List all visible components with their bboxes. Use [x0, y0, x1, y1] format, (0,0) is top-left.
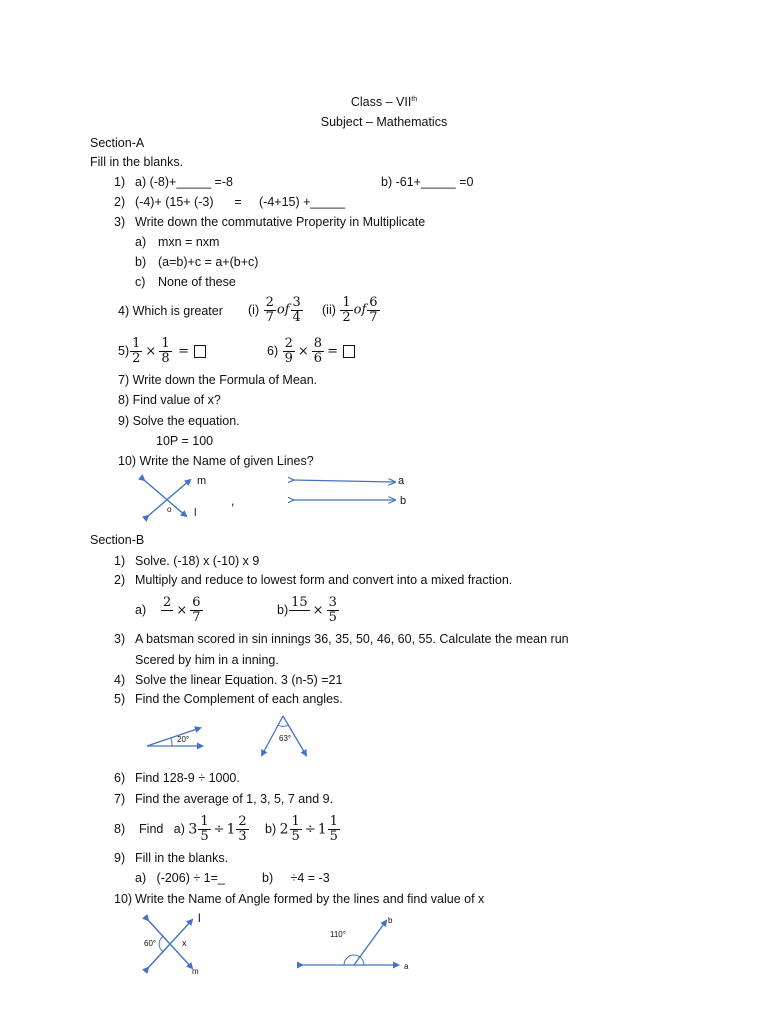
fraction: $\frac{1}{2}$ [132, 336, 141, 367]
answer-box [343, 345, 355, 358]
q-a3-text: Write down the commutative Properity in Multiplicate [135, 215, 426, 229]
label-m: m [197, 475, 207, 487]
q-a3-option-letter: b) [135, 255, 147, 269]
q-a3-option-letter: c) [135, 275, 146, 289]
q-b3-line1: A batsman scored in sin innings 36, 35, 50, 46, 60, 55. Calculate the mean run [135, 632, 569, 646]
section-a-instruction: Fill in the blanks. [90, 155, 184, 169]
q-b2-text: Multiply and reduce to lowest form and convert into a mixed fraction. [135, 573, 513, 587]
q-a6: 6) $\frac{2}{9}$ × $\frac{8}{6}$ = [267, 333, 355, 370]
q-b9-number: 9) [114, 851, 126, 865]
q-b9-part-b: b) ÷4 = -3 [262, 871, 330, 885]
q-a9-text: 9) Solve the equation. [118, 414, 240, 428]
q-b9-text: Fill in the blanks. [135, 851, 229, 865]
q-a3-option-letter: a) [135, 235, 147, 249]
subject-heading: Subject – Mathematics [320, 115, 448, 129]
q-b8-part-b: b) 2 $\frac{1}{5}$ ÷ 1 $\frac{1}{5}$ [265, 814, 338, 845]
fraction: $\frac{1}{5}$ [291, 814, 300, 845]
fraction: $\frac{6}{7}$ [192, 595, 201, 626]
q-b10-number: 10) [114, 892, 133, 906]
q-b6-text: Find 128-9 ÷ 1000. [135, 771, 240, 785]
fraction: $\frac{1}{8}$ [161, 336, 170, 367]
q-a1-part-b: b) -61+_____ =0 [381, 175, 474, 189]
fraction: $\frac{2}{7}$ [265, 295, 274, 326]
q-b8: 8) Find a) 3 $\frac{1}{5}$ ÷ 1 $\frac{2}{3}$ [114, 814, 247, 845]
fraction: 15 [291, 595, 308, 611]
fraction: $\frac{1}{5}$ [200, 814, 209, 845]
class-heading: Class – VIIth [350, 95, 418, 109]
label-o: o [167, 505, 172, 514]
label-m: m [192, 967, 199, 976]
linear-pair-figure [296, 912, 416, 974]
q-b1-number: 1) [114, 554, 126, 568]
fraction: $\frac{3}{5}$ [328, 595, 337, 626]
angle-110-label: 110° [330, 930, 346, 939]
label-a: a [404, 962, 409, 971]
fraction: 2 [163, 595, 172, 611]
q-a8-text: 8) Find value of x? [118, 393, 221, 407]
q-a4-label: 4) Which is greater [118, 304, 223, 318]
parallel-lines-figure [288, 472, 412, 510]
fraction: $\frac{1}{5}$ [329, 814, 338, 845]
answer-box [194, 345, 206, 358]
angle-60-label: 60° [144, 939, 157, 948]
q-b3-number: 3) [114, 632, 126, 646]
q-a2-text: (-4)+ (15+ (-3) = (-4+15) +_____ [135, 195, 346, 209]
q-b7-number: 7) [114, 792, 126, 806]
q-b1-text: Solve. (-18) x (-10) x 9 [135, 554, 260, 568]
fraction: $\frac{8}{6}$ [313, 336, 323, 367]
q-b4-text: Solve the linear Equation. 3 (n-5) =21 [135, 673, 343, 687]
q-b3-line2: Scered by him in a inning. [135, 653, 279, 667]
label-b: b [400, 495, 407, 507]
q-a3-option-text: mxn = nxm [158, 235, 220, 249]
q-b4-number: 4) [114, 673, 126, 687]
angle-63-figure [256, 712, 312, 760]
q-a4-option-i: (i) $\frac{2}{7}$ of $\frac{3}{4}$ [248, 295, 301, 326]
q-a3-option-text: (a=b)+c = a+(b+c) [158, 255, 259, 269]
label-x: x [182, 938, 187, 948]
angle-63-label: 63° [279, 734, 292, 743]
q-a7-text: 7) Write down the Formula of Mean. [118, 373, 318, 387]
q-b2-part-b: b) 15 × $\frac{3}{5}$ [277, 595, 337, 626]
comma-separator: , [231, 494, 235, 508]
fraction: $\frac{2}{3}$ [238, 814, 247, 845]
q-b7-text: Find the average of 1, 3, 5, 7 and 9. [135, 792, 334, 806]
q-a2-number: 2) [114, 195, 126, 209]
fraction: $\frac{1}{2}$ [342, 295, 351, 326]
q-a1-number: 1) [114, 175, 126, 189]
q-b2-number: 2) [114, 573, 126, 587]
section-a-title: Section-A [90, 136, 145, 150]
q-a10-text: 10) Write the Name of given Lines? [118, 454, 314, 468]
q-b5-number: 5) [114, 692, 126, 706]
label-b: b [388, 916, 393, 925]
angle-20-label: 20° [177, 735, 190, 744]
fraction: $\frac{3}{4}$ [292, 295, 301, 326]
label-l: l [198, 911, 201, 925]
q-b2-part-a: a) 2 × $\frac{6}{7}$ [135, 595, 201, 626]
q-a1-part-a: a) (-8)+_____ =-8 [135, 175, 233, 189]
q-b5-text: Find the Complement of each angles. [135, 692, 343, 706]
q-a4-option-ii: (ii) $\frac{1}{2}$ of $\frac{6}{7}$ [322, 295, 378, 326]
fraction: $\frac{6}{7}$ [369, 295, 378, 326]
q-b6-number: 6) [114, 771, 126, 785]
label-a: a [398, 475, 405, 487]
q-a3-number: 3) [114, 215, 126, 229]
q-a5: 5) $\frac{1}{2}$ × $\frac{1}{8}$ = [118, 333, 206, 370]
angle-20-figure [142, 722, 210, 754]
crossing-lines-angle-figure [138, 908, 218, 978]
fraction: $\frac{2}{9}$ [284, 336, 293, 367]
q-a9-equation: 10P = 100 [156, 434, 214, 448]
q-b10-text: Write the Name of Angle formed by the lines and find value of x [135, 892, 485, 906]
q-a3-option-text: None of these [158, 275, 236, 289]
section-b-title: Section-B [90, 533, 145, 547]
q-b9-part-a: a) (-206) ÷ 1=_ [135, 871, 225, 885]
label-l: l [194, 507, 197, 519]
intersecting-lines-figure [138, 470, 218, 522]
